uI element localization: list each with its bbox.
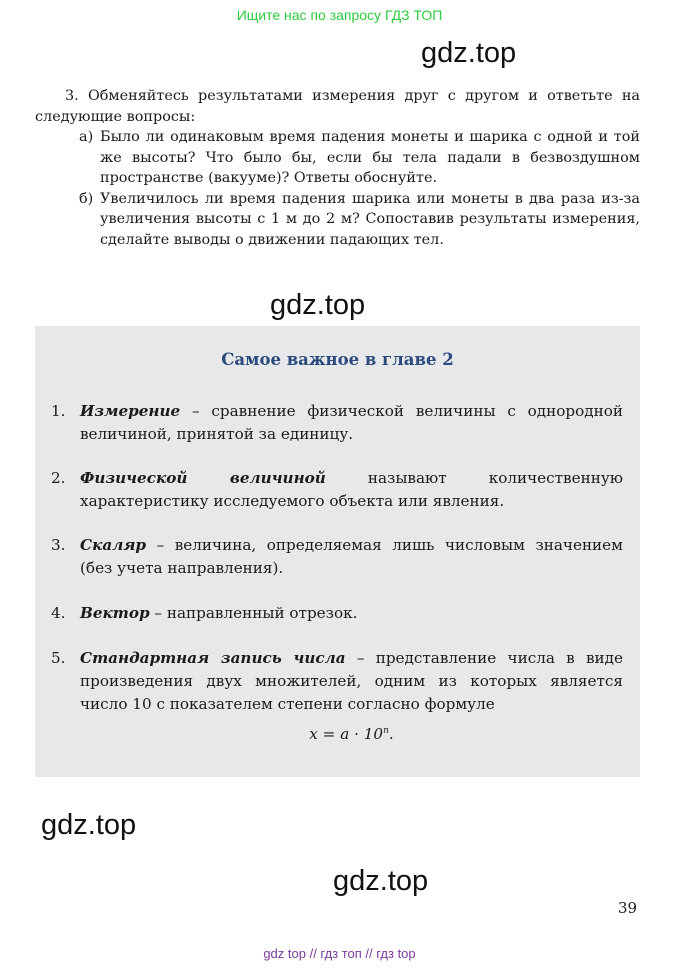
watermark: gdz.top <box>41 809 137 841</box>
definition-item <box>51 534 623 580</box>
summary-title: Самое важное в главе 2 <box>221 350 454 369</box>
definition-term: Стандартная запись числа <box>80 649 346 667</box>
definition-term: Вектор <box>80 604 150 622</box>
watermark: gdz.top <box>333 865 429 897</box>
definition-item <box>51 467 623 513</box>
definition-number: 2. <box>51 469 66 487</box>
definition-term: Измерение <box>80 402 181 420</box>
definition-number: 5. <box>51 649 66 667</box>
item-text: Было ли одинаковым время падения монеты и шарика с одной и той же высоты? Что было бы, если бы тела падали в безвоздушном пространстве (вакууме)? Ответы обоснуйте. <box>100 129 640 186</box>
definition-number: 3. <box>51 536 66 554</box>
definition-text <box>80 602 623 625</box>
top-search-banner[interactable]: Ищите нас по запросу ГДЗ ТОП <box>236 7 443 23</box>
item-text: Увеличилось ли время падения шарика или монеты в два раза из-за увеличения высоты с 1 м до 2 м? Сопоставив результаты измерения, сделайте выводы о движении падающих тел. <box>100 190 640 248</box>
formula-exponent: n <box>383 726 389 736</box>
definition-text <box>80 534 623 580</box>
definition-item <box>51 400 623 446</box>
definition-number: 1. <box>51 402 66 420</box>
definition-body: – сравнение физической величины с однородной величиной, принятой за единицу. <box>80 402 623 443</box>
definition-item <box>51 602 623 625</box>
footer-links[interactable]: gdz top // гдз топ // гдз top <box>263 946 416 961</box>
question-item <box>35 189 640 251</box>
page-number: 39 <box>618 899 638 917</box>
question-block <box>35 86 640 250</box>
definition-text <box>80 467 623 513</box>
item-letter: б) <box>79 190 94 207</box>
formula-tail: . <box>388 725 394 744</box>
formula-main: x = a · 10 <box>309 725 384 744</box>
definition-term: Физической величиной <box>80 469 326 487</box>
definition-number: 4. <box>51 604 66 622</box>
question-item <box>35 127 640 189</box>
definition-body: – величина, определяемая лишь числовым значением (без учета направления). <box>80 536 623 577</box>
definition-text <box>80 400 623 446</box>
formula <box>80 720 623 746</box>
definition-body: называют количественную характеристику исследуемого объекта или явления. <box>80 469 623 510</box>
definition-item <box>51 647 623 746</box>
watermark: gdz.top <box>270 289 366 321</box>
watermark: gdz.top <box>421 37 517 69</box>
definition-term: Скаляр <box>80 536 147 554</box>
item-letter: а) <box>79 129 94 145</box>
definition-text <box>80 647 623 746</box>
question-intro: 3. Обменяйтесь результатами измерения друг с другом и ответьте на следующие вопросы: <box>35 88 640 125</box>
definition-body: – направленный отрезок. <box>149 604 358 622</box>
definition-body: – представление числа в виде произведения двух множителей, одним из которых является число 10 с показателем степени согласно формуле <box>80 649 623 713</box>
chapter-summary-box <box>35 326 640 777</box>
